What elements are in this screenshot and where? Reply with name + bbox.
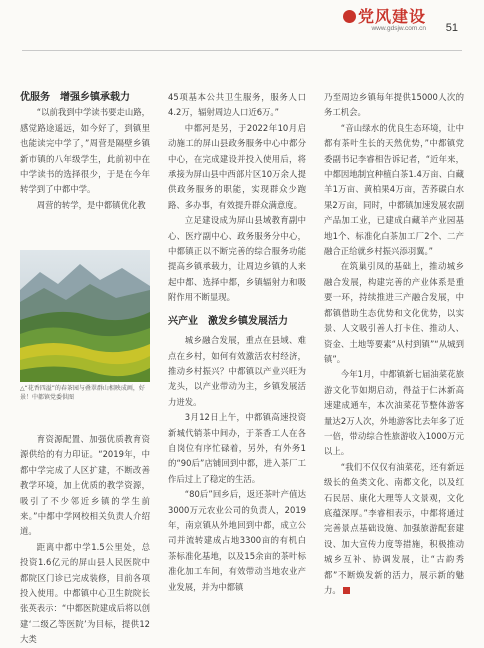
paragraph: “80后”回乡后，返还茶叶产值达3000万元农业公司的负责人，2019年，南京镇从外地回到中都，成立公司并流转建成占地3300亩的有机白茶标准化基地，以及15余亩的茶叶标准化加工车间，有效带动当地农业产业发展，并为中都镇 [168, 489, 306, 592]
magazine-name: 党风建设 [357, 7, 426, 26]
paragraph: 城乡融合发展，重点在县域、难点在乡村，如何有效激活农村经济，推动乡村振兴？中都镇以产业兴旺为龙头，以产业带动为主，乡镇发展活力迸发。 [168, 335, 306, 407]
paragraph: 周营的转学，是中都镇优化教 [36, 199, 146, 210]
paragraph: 育资源配置、加强优质教育资源供给的有力印证。“2019年，中都中学完成了人区扩建，不断改善教学环境，加上优质的教学资源，吸引了不少邻近乡镇的学生前来。”中都中学网校相关负责人介绍道。 [20, 434, 150, 537]
landscape-image [20, 250, 150, 382]
column-2 [168, 90, 306, 595]
paragraph: “以前我到中学读书要走山路，感觉路途遥远，如今好了，到镇里也能读完中学了，”周营是隔壁乡镇新市镇的八年级学生，此前初中在中学读书的选择很少，于是在今年转学到了中都中学。 [20, 107, 151, 195]
logo-badge-icon [343, 10, 356, 23]
paragraph: 今年1月，中都镇新七届油菜花旅游文化节如期启动，得益于仁沐新高速建成通车，本次油菜花节整体游客量达2万人次，外地游客比去年多了近一倍，带动综合性旅游收入1000万元以上。 [324, 369, 464, 457]
paragraph: 立足建设成为屏山县域教育副中心、医疗副中心、政务服务分中心，中都镇正以不断完善的综合服务功能提高乡镇承载力，让周边乡镇的人来起中都、选择中都，乡镇辐射力和吸附作用不断显现。 [168, 215, 306, 303]
paragraph: 3月12日上午，中都镇高速投资新城代销茶中间办，于茶香工人在各自岗位有序忙碌着，另外，有外务1的“90后”店铺回到中都，进入茶厂工作后过上了稳定的生活。 [168, 412, 306, 484]
column-1-bottom [20, 432, 150, 648]
header-divider [22, 50, 462, 51]
magazine-website: www.gdsjw.com.cn [371, 25, 426, 32]
tea-garden-photo [20, 250, 150, 382]
paragraph-final [324, 460, 464, 599]
section-heading-industry: 兴产业 激发乡镇发展活力 [168, 315, 288, 327]
paragraph: “音山绿水的优良生态环境，让中都有茶叶生长的天然优势，”中都镇党委副书记李睿相告诉记者，“近年来，中都因地制宜种植白茶1.4万亩、白藏羊1万亩、黄柏果4万亩，苦荞碳白水果2万亩，同时，中都镇加速发展农副产品加工业，已建成白藏羊产业园基地1个、标准化白茶加工厂2个、二产融合正给就乡村振兴添羽翼。” [324, 122, 464, 257]
column-3 [324, 90, 464, 598]
column-1-top [20, 90, 150, 213]
magazine-logo [343, 4, 426, 27]
section-heading-services: 优服务 增强乡镇承载力 [20, 92, 130, 103]
page-number: 51 [445, 22, 458, 34]
paragraph: 中都河是另，于2022年10月启动施工的屏山县政务服务中心中都分中心，在完成建设并投入使用后，将承接为屏山县中西部片区10万余人提供政务服务的职能，实现群众少跑路、多办事，有效提升群众满意度。 [168, 122, 306, 210]
paragraph: 45项基本公共卫生服务，服务人口4.2万，辐射周边人口近6万。” [168, 92, 306, 118]
article-end-icon [343, 587, 350, 594]
paragraph: 距离中都中学1.5公里处，总投资1.6亿元的屏山县人民医院中都院区门诊已完成装修，目前各项投入使用。中都镇中心卫生院院长张英表示：“中都医院建成后将以创建‘二级乙等医院’为目标，提供12大类 [20, 541, 150, 645]
paragraph: 乃至周边乡镇每年提供15000人次的务工机会。 [324, 92, 464, 118]
paragraph: 在筑巢引凤的基础上，推动城乡融合发展，构建完善的产业体系是重要一环，持续推进三产融合发展，中都镇借助生态优势和文化优势，以实景、人文吸引善人打卡住、推动人、资金、土地等要素“从村到镇”“从城到镇”。 [324, 261, 464, 364]
photo-caption: △“花香四溢”的春茶园与叠翠群山相映成画，好景！中都镇党委供图 [20, 385, 145, 401]
paragraph-text: “我们不仅仅有油菜花，还有新远级长的鱼类文化、南都文化，以及红石民居、康化大理等人文景观，文化底蕴深厚。”李睿相表示，中都将通过完善景点基础设施、加强旅游配套建设、加大宣传力度等措施，积极推动城乡互补、协调发展，让“古韵秀都”不断焕发新的活力，展示新的魅力。 [324, 461, 464, 595]
